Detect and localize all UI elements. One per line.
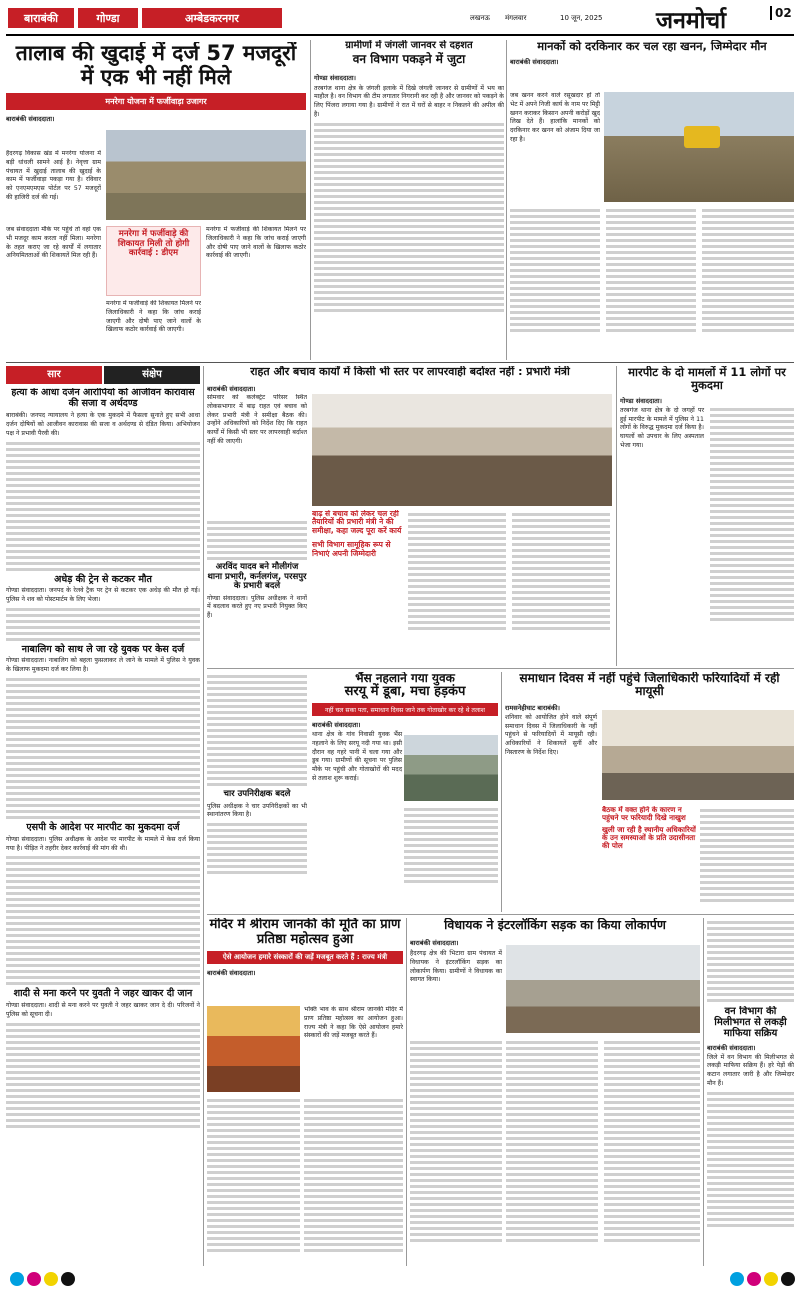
- drowning-headline-2[interactable]: सरयू में डूबा, मचा हड़कंप: [344, 684, 466, 700]
- samadhan-photo: [602, 710, 794, 800]
- header-city: लखनऊ: [470, 14, 490, 22]
- wild-animal-byline: गोण्डा संवाददाता।: [314, 73, 356, 82]
- black-mark: [781, 1272, 795, 1286]
- drowning-photo: [404, 735, 498, 801]
- mandir-body: भक्ति भाव के साथ श्रीराम जानकी मंदिर में प्राण प्रतिष्ठा महोत्सव का आयोजन हुआ। राज्य मंत्री ने कहा कि ऐसे आयोजन हमारे संस्कारों की जड़ें मजबूत करते हैं।: [304, 1006, 403, 1040]
- samadhan-callout-1: बैठक में वक्त होने के कारण न पहुंचने पर फरियादी दिखे नाखुश: [602, 806, 686, 823]
- saar-body-5: गोण्डा संवाददाता। शादी से मना करने पर युवती ने जहर खाकर जान दे दी। परिजनों ने पुलिस को सूचना दी।: [6, 1001, 200, 1018]
- page-number: 02: [770, 6, 792, 20]
- lead-photo: [106, 130, 306, 220]
- magenta-mark: [27, 1272, 41, 1286]
- minister-callouts: [312, 510, 404, 630]
- si-transfer-body: पुलिस अधीक्षक ने चार उपनिरीक्षकों का भी स्थानांतरण किया है।: [207, 802, 307, 819]
- registration-marks-right: [730, 1272, 795, 1286]
- road-body-cont: [410, 1038, 700, 1266]
- mandir-photo: [207, 1006, 300, 1092]
- story-wild-animal: [314, 40, 504, 360]
- wild-animal-body-cont: [314, 123, 504, 312]
- minister-body-cont: [408, 510, 612, 630]
- saar-headline-1[interactable]: हत्या के आधा दर्जन आरोपियों को आजीवन कारावास की सजा व अर्थदण्ड: [11, 388, 195, 409]
- section-tag-barabanki[interactable]: बाराबंकी: [8, 8, 74, 28]
- saar-tab[interactable]: सार: [6, 366, 102, 384]
- drowning-byline: बाराबंकी संवाददाता।: [312, 720, 361, 729]
- saar-column: [6, 388, 200, 1266]
- story-assault: [620, 366, 794, 666]
- lead-side-box: [106, 226, 201, 296]
- samadhan-byline: रामसनेहीघाट बाराबंकी।: [505, 703, 561, 712]
- lead-side-headline: मनरेगा में फर्जीवाड़े की शिकायत मिली तो होगी कार्रवाई : डीएम: [117, 229, 190, 259]
- minister-photo: [312, 394, 612, 506]
- cyan-mark: [730, 1272, 744, 1286]
- saar-tabs: [6, 366, 200, 384]
- minister-callout-2: सभी विभाग सामूहिक रूप से निभाएं अपनी जिम्मेदारी: [312, 540, 391, 558]
- lead-headline[interactable]: तालाब की खुदाई में दर्ज 57 मजदूरों में एक भी नहीं मिले: [15, 42, 297, 89]
- samadhan-body: शनिवार को आयोजित होने वाले संपूर्ण समाधान दिवस में जिलाधिकारी के नहीं पहुंचने से फरियादियों में मायूसी रही। अधिकारियों ने शिकायतें सुनीं और निस्तारण के निर्देश दिए।: [505, 713, 597, 757]
- mandir-byline: बाराबंकी संवाददाता।: [207, 969, 256, 978]
- mandir-strip: ऐसे आयोजन हमारे संस्कारों की जड़ें मजबूत करते हैं : राज्य मंत्री: [207, 951, 403, 964]
- saar-body-1-cont: [6, 442, 200, 571]
- saar-body-2: गोण्डा संवाददाता। जनपद के रेलवे ट्रैक पर ट्रेन से कटकर एक अधेड़ की मौत हो गई। पुलिस ने शव को पोस्टमार्टम के लिए भेजा।: [6, 587, 200, 604]
- samadhan-body-cont: [700, 806, 794, 905]
- wild-animal-headline-2[interactable]: वन विभाग पकड़ने में जुटा: [352, 52, 466, 67]
- minister-byline: बाराबंकी संवाददाता।: [207, 385, 256, 394]
- drowning-headline-1[interactable]: भैंस नहलाने गया युवक: [355, 672, 455, 685]
- minister-body: सोमवार को कलेक्ट्रेट परिसर स्थित लोकसभागार में बाढ़ राहत एवं बचाव को लेकर प्रभारी मंत्री ने समीक्षा बैठक की। उन्होंने अधिकारियों को निर्देश दिए कि राहत कार्यों में किसी भी स्तर पर लापरवाही बर्दाश्त नहीं की जाएगी।: [207, 394, 307, 445]
- road-byline: बाराबंकी संवाददाता।: [410, 939, 459, 947]
- wild-animal-body: तरबगंज थाना क्षेत्र के जंगली इलाके में दिखे जंगली जानवर से ग्रामीणों में भय का माहौल है। वन विभाग की टीम लगातार निगरानी कर रही है और जानवर को पकड़ने के लिए पिंजरा लगाया गया है। ग्रामीणों ने रात में घरों से बाहर न निकलने की अपील की है।: [314, 84, 504, 119]
- story-si-transfer: [207, 672, 307, 912]
- lead-body-2: जब संवाददाता मौके पर पहुंचे तो वहां एक भी मजदूर काम करता नहीं मिला। मनरेगा के तहत कराए जा रहे कार्यों में लगातार अनियमितताओं की शिकायतें मिल रही हैं।: [6, 226, 101, 260]
- sankshep-tab[interactable]: संक्षेप: [104, 366, 200, 384]
- mandir-headline[interactable]: मंदिर में श्रीराम जानकी की मूर्ति का प्राण प्रतिष्ठा महोत्सव हुआ: [209, 918, 401, 947]
- mandir-body-cont: [207, 1096, 403, 1266]
- saar-body-4: गोण्डा संवाददाता। पुलिस अधीक्षक के आदेश पर मारपीट के मामले में केस दर्ज किया गया है। पीड़ित ने तहरीर देकर कार्रवाई की मांग की थी।: [6, 835, 200, 852]
- story-sho: [207, 518, 307, 658]
- wild-animal-headline-1[interactable]: ग्रामीणों में जंगली जानवर से दहशत: [345, 40, 473, 51]
- drowning-body: थाना क्षेत्र के गांव निवासी युवक भैंस नहलाने के लिए सरयू नदी गया था। इसी दौरान वह गहरे पानी में चला गया और डूब गया। ग्रामीणों की सूचना पर पुलिस मौके पर पहुंची और गोताखोरों की मदद से तलाश शुरू कराई।: [312, 730, 402, 782]
- road-headline[interactable]: विधायक ने इंटरलॉकिंग सड़क का किया लोकार्पण: [444, 918, 666, 932]
- road-photo: [506, 945, 700, 1033]
- drowning-body-cont: [404, 805, 498, 886]
- black-mark: [61, 1272, 75, 1286]
- lead-body-1: हैदरगढ़ विकास खंड में मनरेगा योजना में बड़ी धांधली सामने आई है। नेवृत्ता ग्राम पंचायत में खुदाई तालाब की खुदाई के काम में फर्जीवाड़ा पकड़ा गया है। रविवार को एनएमएमएस पोर्टल पर 57 मजदूरों की हाजिरी दर्ज की गई।: [6, 150, 101, 201]
- saar-body-1: बाराबंकी। जनपद न्यायालय ने हत्या के एक मुकदमे में फैसला सुनाते हुए सभी आधा दर्जन दोषियों को आजीवन कारावास की सजा व अर्थदण्ड से दंडित किया। अभियोजन पक्ष ने प्रभावी पैरवी की।: [6, 412, 200, 437]
- cyan-mark: [10, 1272, 24, 1286]
- section-tag-ambedkarnagar[interactable]: अम्बेडकरनगर: [142, 8, 282, 28]
- yellow-mark: [44, 1272, 58, 1286]
- minister-callout-1: बाढ़ से बचाव को लेकर चल रही तैयारियों की प्रभारी मंत्री ने की समीक्षा, कहा जल्द पूरा करें कार्य: [312, 510, 402, 535]
- excavator-icon: [684, 126, 720, 148]
- mining-photo: [604, 92, 794, 202]
- yellow-mark: [764, 1272, 778, 1286]
- forest-headline[interactable]: वन विभाग की मिलीभगत से लकड़ी माफिया सक्रिय: [714, 1006, 787, 1040]
- samadhan-callouts: [602, 806, 696, 910]
- samadhan-headline[interactable]: समाधान दिवस में नहीं पहुंचे जिलाधिकारी फरियादियों में रही मायूसी: [519, 672, 780, 699]
- saar-body-3: गोण्डा संवाददाता। नाबालिग को बहला फुसलाकर ले जाने के मामले में पुलिस ने युवक के खिलाफ मुकदमा दर्ज कर लिया है।: [6, 657, 200, 674]
- lead-body-3: मनरेगा में फर्जीवाड़े की शिकायत मिलने पर जिलाधिकारी ने कहा कि जांच कराई जाएगी और दोषी पाए जाने वालों के खिलाफ कठोर कार्रवाई की जाएगी।: [106, 300, 201, 334]
- mining-body: जब खनन करने वाले रसूखदार हों तो भेट में अपने निजी कार्य के नाम पर मिट्टी खनन कराकर किसान अपनी करोड़ों खुद लिख देते हैं। हालांकि मानकों को दरकिनार कर खनन को अंजाम दिया जा रहा है।: [510, 92, 600, 143]
- mining-body-cont: [510, 206, 794, 356]
- forest-body: जिले में वन विभाग की मिलीभगत से लकड़ी माफिया सक्रिय हैं। हरे पेड़ों की कटान लगातार जारी है और जिम्मेदार मौन हैं।: [707, 1053, 794, 1087]
- sho-headline[interactable]: अरविंद यादव बने मौलीगंज थाना प्रभारी, कर्नलगंज, परसपुर के प्रभारी बदले: [207, 562, 307, 592]
- story-forest: [707, 1006, 794, 1266]
- lead-subhead: मनरेगा योजना में फर्जीवाड़ा उजागर: [6, 93, 306, 110]
- forest-byline: बाराबंकी संवाददाता।: [707, 1043, 756, 1052]
- masthead-title: जनमोर्चा: [656, 8, 727, 34]
- samadhan-callout-2: खुली जा रही है स्थानीय अधिकारियों के उन समस्याओं के प्रति उदासीनता की पोल: [602, 825, 696, 851]
- road-body: हैदरगढ़ क्षेत्र की भिटारा ग्राम पंचायत में विधायक ने इंटरलॉकिंग सड़क का लोकार्पण किया। ग्रामीणों ने विधायक का स्वागत किया।: [410, 950, 502, 984]
- sho-body: गोण्डा संवाददाता। पुलिस अधीक्षक ने थानों में बदलाव करते हुए नए प्रभारी नियुक्त किए हैं।: [207, 594, 307, 620]
- assault-byline: गोण्डा संवाददाता।: [620, 396, 662, 405]
- lead-byline: बाराबंकी संवाददाता।: [6, 115, 55, 124]
- mining-byline: बाराबंकी संवाददाता।: [510, 57, 559, 66]
- header-date: 10 जून, 2025: [560, 14, 603, 22]
- section-tag-gonda[interactable]: गोण्डा: [78, 8, 138, 28]
- magenta-mark: [747, 1272, 761, 1286]
- mining-headline[interactable]: मानकों को दरकिनार कर चल रहा खनन, जिम्मेदार मौन: [537, 40, 767, 53]
- assault-body: तरबगंज थाना क्षेत्र के दो जगहों पर हुई मारपीट के मामले में पुलिस ने 11 लोगों के विरुद्ध मुकदमा दर्ज किया है। घायलों को उपचार के लिए अस्पताल भेजा गया।: [620, 406, 704, 449]
- minister-headline[interactable]: राहत और बचाव कार्यों में किसी भी स्तर पर लापरवाही बर्दाश्त नहीं : प्रभारी मंत्री: [250, 366, 570, 378]
- assault-headline[interactable]: मारपीट के दो मामलों में 11 लोगों पर मुकदमा: [628, 366, 786, 392]
- masthead-bar: [0, 0, 800, 36]
- registration-marks: [10, 1272, 75, 1286]
- header-day: मंगलवार: [505, 14, 527, 22]
- lead-body-4: मनरेगा में फर्जीवाड़े की शिकायत मिलने पर जिलाधिकारी ने कहा कि जांच कराई जाएगी और दोषी पाए जाने वालों के खिलाफ कठोर कार्रवाई की जाएगी।: [206, 226, 306, 260]
- saar-headline-3[interactable]: नाबालिग को साथ ले जा रहे युवक पर केस दर्ज: [21, 643, 185, 655]
- samadhan-body-cont-2: [707, 918, 794, 1005]
- saar-headline-5[interactable]: शादी से मना करने पर युवती ने जहर खाकर दी जान: [13, 988, 193, 1000]
- si-transfer-headline[interactable]: चार उपनिरीक्षक बदले: [223, 789, 291, 799]
- saar-headline-4[interactable]: एसपी के आदेश पर मारपीट का मुकदमा दर्ज: [26, 822, 180, 834]
- saar-headline-2[interactable]: अधेड़ की ट्रेन से कटकर मौत: [54, 573, 152, 585]
- drowning-strip: नहीं चल सका पता, समाधान दिवस जाने तक गोताखोर कर रहे थे तलाश: [312, 703, 498, 716]
